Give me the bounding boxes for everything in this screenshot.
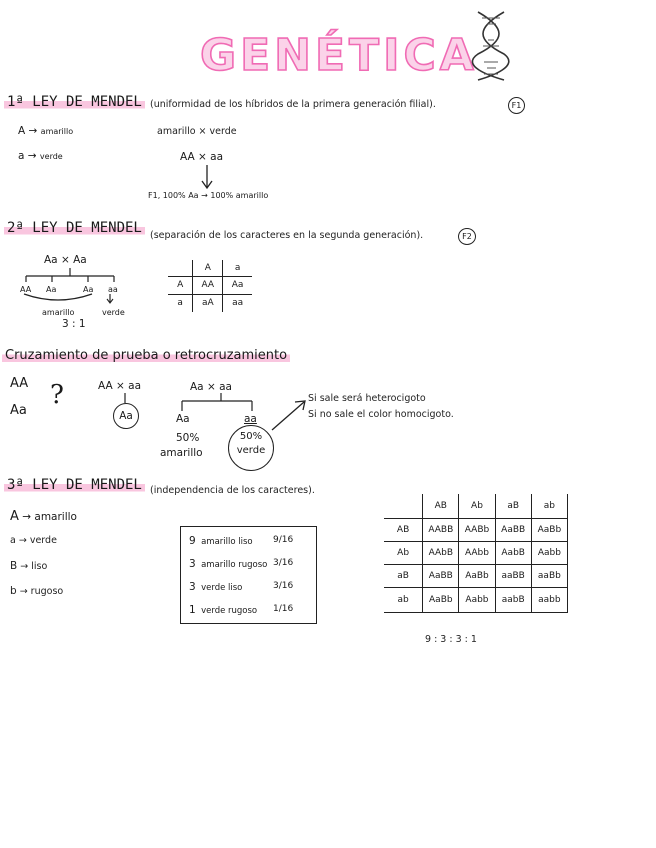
- phenotype-row: 3 amarillo rugoso: [189, 558, 268, 570]
- law2-note: (separación de los caracteres en la segunda generación).: [150, 230, 424, 241]
- law2-punnett: [168, 260, 252, 312]
- arrow-icon: [270, 398, 310, 432]
- phenotype-row: 3 verde liso: [189, 581, 243, 593]
- law3-note: (independencia de los caracteres).: [150, 485, 315, 496]
- law2-ratio: 3 : 1: [62, 318, 86, 330]
- punnett-cell: Aabb: [531, 541, 567, 564]
- punnett-cell: AaBb: [459, 564, 495, 587]
- page-title: GENÉTICA: [200, 30, 478, 81]
- testcross-child-right: aa: [244, 413, 257, 425]
- testcross-cross1-result: Aa: [113, 403, 139, 429]
- punnett-col-header: AB: [423, 494, 459, 518]
- down-arrow-icon: [200, 165, 214, 191]
- punnett-cell: AaBb: [423, 587, 459, 612]
- testcross-unknown-b: Aa: [10, 403, 27, 418]
- law3-allele-1: A → amarillo: [10, 509, 77, 524]
- phenotype-row: 1 verde rugoso: [189, 604, 258, 616]
- punnett-col-header: ab: [531, 494, 567, 518]
- punnett-cell: AaBB: [495, 518, 531, 541]
- punnett-cell: aa: [223, 294, 252, 312]
- connector-line: [120, 393, 130, 403]
- phenotype-frac: 3/16: [273, 581, 294, 591]
- punnett-cell: Aabb: [459, 587, 495, 612]
- law1-allele-2: a → verde: [18, 150, 63, 162]
- law1-allele-1: A → amarillo: [18, 125, 74, 137]
- law3-ratio: 9 : 3 : 3 : 1: [425, 634, 477, 645]
- phenotype-frac: 1/16: [273, 604, 294, 614]
- phenotype-frac: 3/16: [273, 558, 294, 568]
- law2-tree: [22, 268, 122, 308]
- punnett-cell: AABB: [423, 518, 459, 541]
- testcross-cross2: Aa × aa: [190, 381, 232, 393]
- testcross-pheno-right: verde: [236, 445, 266, 456]
- law3-allele-3: B → liso: [10, 560, 48, 572]
- law2-pheno-yellow: amarillo: [42, 308, 75, 317]
- punnett-cell: AA: [193, 276, 223, 294]
- punnett-cell: aabb: [531, 587, 567, 612]
- law2-offspring-4: aa: [108, 285, 118, 294]
- punnett-cell: Aa: [223, 276, 252, 294]
- punnett-col-header: a: [223, 260, 252, 276]
- testcross-pct-right: 50%: [239, 431, 263, 442]
- phenotype-row: 9 amarillo liso: [189, 535, 253, 547]
- punnett-col-header: A: [193, 260, 223, 276]
- punnett-cell: AAbb: [459, 541, 495, 564]
- law2-badge: F2: [458, 228, 476, 245]
- testcross-pheno-left: amarillo: [160, 447, 203, 459]
- punnett-row-header: AB: [384, 518, 423, 541]
- punnett-cell: AABb: [459, 518, 495, 541]
- punnett-row-header: a: [168, 294, 193, 312]
- punnett-cell: aA: [193, 294, 223, 312]
- law3-punnett: [384, 494, 568, 613]
- law3-heading: 3ª LEY DE MENDEL: [4, 477, 145, 493]
- punnett-col-header: aB: [495, 494, 531, 518]
- law2-cross: Aa × Aa: [44, 254, 87, 266]
- punnett-row-header: aB: [384, 564, 423, 587]
- punnett-cell: AaBb: [531, 518, 567, 541]
- punnett-col-header: Ab: [459, 494, 495, 518]
- law3-allele-4: b → rugoso: [10, 585, 64, 597]
- testcross-tree: [178, 393, 258, 413]
- law2-offspring-3: Aa: [83, 285, 94, 294]
- law1-result: F1, 100% Aa → 100% amarillo: [148, 191, 269, 200]
- punnett-cell: AAbB: [423, 541, 459, 564]
- law2-offspring-1: AA: [20, 285, 32, 294]
- law1-note: (uniformidad de los híbridos de la primera generación filial).: [150, 99, 436, 110]
- testcross-result-circle: [228, 425, 274, 471]
- punnett-row-header: Ab: [384, 541, 423, 564]
- punnett-cell: aabB: [495, 587, 531, 612]
- punnett-row-header: ab: [384, 587, 423, 612]
- law1-cross-names: amarillo × verde: [157, 126, 237, 137]
- question-mark: ?: [50, 380, 64, 410]
- dna-icon: [470, 10, 512, 82]
- phenotype-frac: 9/16: [273, 535, 294, 545]
- phenotype-ratio-box: [180, 526, 317, 624]
- law2-heading: 2ª LEY DE MENDEL: [4, 220, 145, 236]
- punnett-cell: aaBB: [495, 564, 531, 587]
- testcross-child-left: Aa: [176, 413, 190, 425]
- testcross-conclusion-2: Si no sale el color homocigoto.: [308, 409, 454, 420]
- law2-offspring-2: Aa: [46, 285, 57, 294]
- law1-cross-genotypes: AA × aa: [180, 151, 223, 163]
- law3-allele-2: a → verde: [10, 535, 57, 546]
- law1-heading: 1ª LEY DE MENDEL: [4, 94, 145, 110]
- testcross-pct-left: 50%: [176, 432, 200, 444]
- testcross-unknown-a: AA: [10, 376, 29, 391]
- testcross-cross1: AA × aa: [98, 380, 141, 392]
- punnett-cell: AabB: [495, 541, 531, 564]
- punnett-cell: aaBb: [531, 564, 567, 587]
- testcross-heading: Cruzamiento de prueba o retrocruzamiento: [2, 348, 290, 363]
- testcross-conclusion-1: Si sale será heterocigoto: [308, 393, 426, 404]
- punnett-row-header: A: [168, 276, 193, 294]
- law1-badge: F1: [508, 97, 525, 114]
- punnett-cell: AaBB: [423, 564, 459, 587]
- law2-pheno-green: verde: [102, 308, 125, 317]
